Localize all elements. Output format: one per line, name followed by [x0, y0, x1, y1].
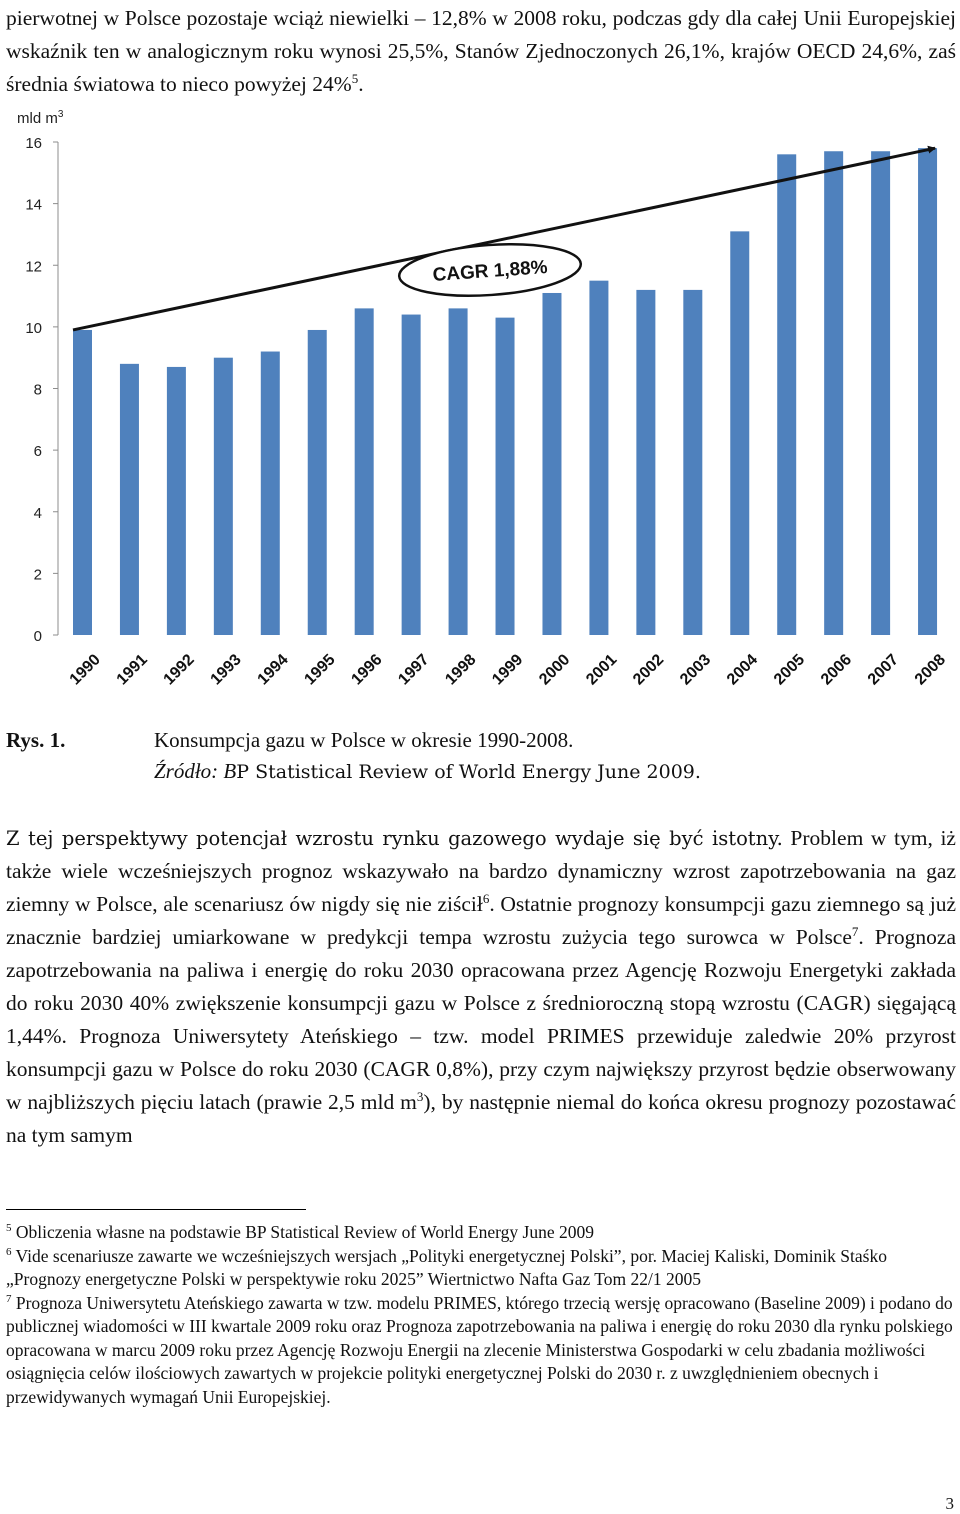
y-tick-label: 12: [25, 258, 42, 276]
bar-2002: [636, 290, 655, 635]
bar-1995: [308, 330, 327, 635]
x-tick-label: 1998: [442, 651, 480, 689]
footnote-7: [6, 1292, 956, 1410]
y-axis-unit-label: mld $m^3$: [17, 109, 64, 127]
x-tick-label: 2000: [536, 651, 574, 689]
y-tick-label: 4: [33, 504, 42, 522]
footnote-number: 7: [6, 1292, 12, 1305]
footnote-text: Vide scenariusze zawarte we wcześniejszych wersjach „Polityki energetycznej Polski”, por. Maciej Kaliski, Dominik Staśko „Prognozy energetyczne Polski w perspektywie roku 2025” Wiertnictwo Nafta Gaz Tom 22/1 2005: [6, 1245, 887, 1289]
bar-2000: [542, 293, 561, 635]
y-tick-label: 0: [33, 628, 42, 645]
bar-2003: [683, 290, 702, 635]
trend-annotation: [73, 148, 935, 330]
main-paragraph-part4: . Prognoza zapotrzebowania na paliwa i energię do roku 2030 opracowana przez Agencję Rozwoju Energetyki zakłada do roku 2030 40% zwiększenie konsumpcji gazu w Polsce z średnioroczną stopą wzrostu (CAGR) sięgającą 1,44%. Prognoza Uniwersytety Ateńskiego – tzw. model PRIMES przewiduje zaledwie 20% przyrost konsumpcji gazu w Polsce do roku 2030 (CAGR 0,8%), przy czym największy przyrost będzie obserwowany w najbliższych pięciu latach (prawie 2,5 mld m: [6, 925, 957, 1114]
footnote-text: Obliczenia własne na podstawie BP Statistical Review of World Energy June 2009: [11, 1222, 594, 1242]
x-tick-label: 1997: [395, 651, 433, 689]
footnote-text: Prognoza Uniwersytetu Ateńskiego zawarta w tzw. modelu PRIMES, którego trzecią wersję opracowano (Baseline 2009) i podano do publicznej wiadomości w III kwartale 2009 roku oraz Prognoza zapotrzebowania na paliwa i energię do roku 2030 dla rynku polskiego opracowana w marcu 2009 roku przez Agencję Rozwoju Energii na zlecenie Ministerstwa Gospodarki w celu zbadania możliwości osiągnięcia celów ilościowych zawartych w projekcie polityki energetycznej Polski do 2030 r. z uwzględnieniem obecnych i przewidywanych wymagań Unii Europejskiej.: [6, 1292, 953, 1407]
x-tick-label: 2001: [583, 651, 621, 689]
main-paragraph-part3: . Ostatnie prognozy konsumpcji gazu ziemnego są już znacznie bardziej umiarkowane w predykcji tempa wzrostu zużycia tego surowca w Polsce: [6, 892, 956, 949]
x-tick-label: 1993: [207, 651, 245, 689]
x-tick-label: 1996: [348, 651, 386, 689]
x-tick-label: 1995: [301, 651, 339, 689]
x-tick-label: 2003: [677, 651, 715, 689]
bar-2004: [730, 231, 749, 635]
y-tick-label: 2: [33, 566, 42, 584]
footnote-ref-6[interactable]: 6: [482, 890, 490, 906]
bar-2001: [589, 281, 608, 635]
bars: [73, 148, 937, 635]
footnote-number: 6: [6, 1245, 12, 1258]
bar-1990: [73, 330, 92, 635]
source-label: Źródło: B: [154, 759, 237, 783]
gas-consumption-chart: [0, 100, 960, 710]
x-tick-label: 1990: [66, 651, 104, 689]
figure-source: [154, 756, 701, 788]
y-tick-label: 8: [33, 381, 42, 399]
intro-text: pierwotnej w Polsce pozostaje wciąż niewielki – 12,8% w 2008 roku, podczas gdy dla całej Unii Europejskiej wskaźnik ten w analogicznym roku wynosi 25,5%, Stanów Zjednoczonych 26,1%, krajów OECD 24,6%, zaś średnia światowa to nieco powyżej 24%: [6, 6, 956, 96]
main-paragraph-part5: ), by następnie niemal do końca okresu prognozy pozostawać na tym samym: [6, 1090, 956, 1147]
main-paragraph-part2: Problem w tym, iż także wiele wcześniejszych prognoz wskazywało na bardzo dynamiczny wzrost zapotrzebowania na gaz ziemny w Polsce, ale scenariusz ów nigdy się nie ziścił: [6, 826, 956, 916]
figure-number: Rys. 1.: [6, 728, 66, 752]
main-paragraph-lead: Z tej perspektywy potencjał wzrostu rynku gazowego wydaje się być istotny.: [6, 827, 783, 850]
cagr-label: CAGR 1,88%: [431, 257, 549, 286]
bar-2007: [871, 151, 890, 635]
page-number: 3: [945, 1494, 954, 1513]
intro-end: .: [358, 72, 364, 96]
bar-2005: [777, 154, 796, 635]
y-tick-label: 10: [25, 319, 42, 337]
bar-1994: [261, 352, 280, 635]
footnotes: [6, 1221, 956, 1409]
bar-1992: [167, 367, 186, 635]
x-tick-label: 2006: [817, 651, 856, 689]
x-tick-label: 1992: [160, 651, 198, 689]
footnote-ref-5[interactable]: 5: [351, 70, 359, 86]
footnote-separator: [6, 1209, 306, 1210]
x-axis-labels: [67, 651, 949, 688]
x-tick-label: 1994: [254, 651, 292, 689]
bar-2008: [918, 148, 937, 635]
figure-title: Konsumpcja gazu w Polsce w okresie 1990-2008.: [154, 728, 574, 752]
bar-1991: [120, 364, 139, 635]
footnote-number: 5: [6, 1222, 12, 1235]
intro-paragraph: [6, 2, 956, 101]
y-tick-label: 14: [25, 196, 42, 214]
bar-1993: [214, 358, 233, 635]
x-tick-label: 2004: [723, 651, 762, 689]
source-text: P Statistical Review of World Energy June 2009.: [236, 761, 701, 783]
x-tick-label: 2007: [864, 651, 903, 689]
unit-superscript: 3: [416, 1088, 424, 1104]
footnote-6: [6, 1245, 956, 1292]
bar-2006: [824, 151, 843, 635]
y-axis: [17, 109, 64, 645]
main-paragraph: [6, 822, 956, 1152]
bar-1998: [449, 308, 468, 635]
trend-arrow: [73, 148, 935, 330]
x-tick-label: 2008: [911, 651, 949, 689]
bar-1996: [355, 308, 374, 635]
footnote-ref-7[interactable]: 7: [851, 923, 859, 939]
bar-1999: [496, 318, 515, 635]
bar-1997: [402, 315, 421, 635]
footnote-5: [6, 1221, 956, 1245]
y-tick-label: 6: [33, 443, 42, 461]
y-tick-label: 16: [25, 135, 42, 152]
x-tick-label: 1999: [489, 651, 527, 689]
x-tick-label: 1991: [113, 651, 151, 689]
x-tick-label: 2005: [770, 651, 809, 689]
x-tick-label: 2002: [630, 651, 668, 689]
